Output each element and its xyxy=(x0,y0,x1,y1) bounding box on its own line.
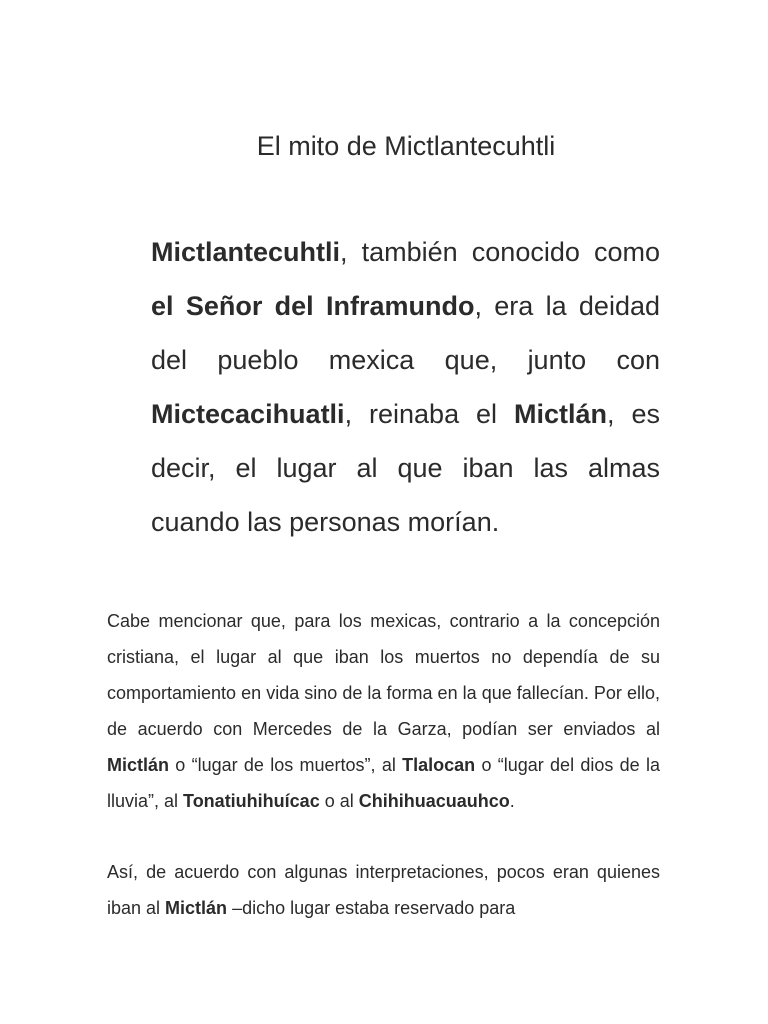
paragraph-text: o “lugar de los muertos”, al xyxy=(169,755,403,775)
term-tonatiuhihuicac: Tonatiuhihuícac xyxy=(183,791,320,811)
intro-text: , reinaba el xyxy=(344,399,515,429)
document-title: El mito de Mictlantecuhtli xyxy=(256,131,556,161)
intro-paragraph xyxy=(151,225,660,549)
term-tlalocan: Tlalocan xyxy=(402,755,476,775)
intro-text: , era la deidad del pueblo mexica que, junto con xyxy=(151,291,660,375)
term-mictlan: Mictlán xyxy=(165,898,228,918)
paragraph-text: o al xyxy=(319,791,359,811)
paragraph-text: Cabe mencionar que, para los mexicas, contrario a la concepción cristiana, el lugar al que iban los muertos no dependía de su comportamiento en vida sino de la forma en la que fallecían. Por ello, de acuerdo con Mercedes de la Garza, podían ser enviados al xyxy=(107,611,660,739)
term-mictlantecuhtli: Mictlantecuhtli xyxy=(151,237,341,267)
term-mictecacihuatli: Mictecacihuatli xyxy=(151,399,345,429)
paragraph-text: –dicho lugar estaba reservado para xyxy=(227,898,516,918)
paragraph-text: Así, de acuerdo con algunas interpretaciones, pocos eran quienes iban al xyxy=(107,862,660,918)
body-paragraph-2 xyxy=(107,854,660,926)
term-mictlan: Mictlán xyxy=(107,755,170,775)
term-chihihuacuauhco: Chihihuacuauhco xyxy=(358,791,510,811)
body-paragraph-1 xyxy=(107,603,660,819)
paragraph-text: o “lugar del dios de la lluvia”, al xyxy=(107,755,660,811)
term-senor-del-inframundo: el Señor del Inframundo xyxy=(151,291,475,321)
paragraph-text: . xyxy=(509,791,515,811)
term-mictlan: Mictlán xyxy=(514,399,608,429)
intro-text: , es decir, el lugar al que iban las almas cuando las personas morían. xyxy=(151,399,660,537)
intro-text: , también conocido como xyxy=(340,237,660,267)
